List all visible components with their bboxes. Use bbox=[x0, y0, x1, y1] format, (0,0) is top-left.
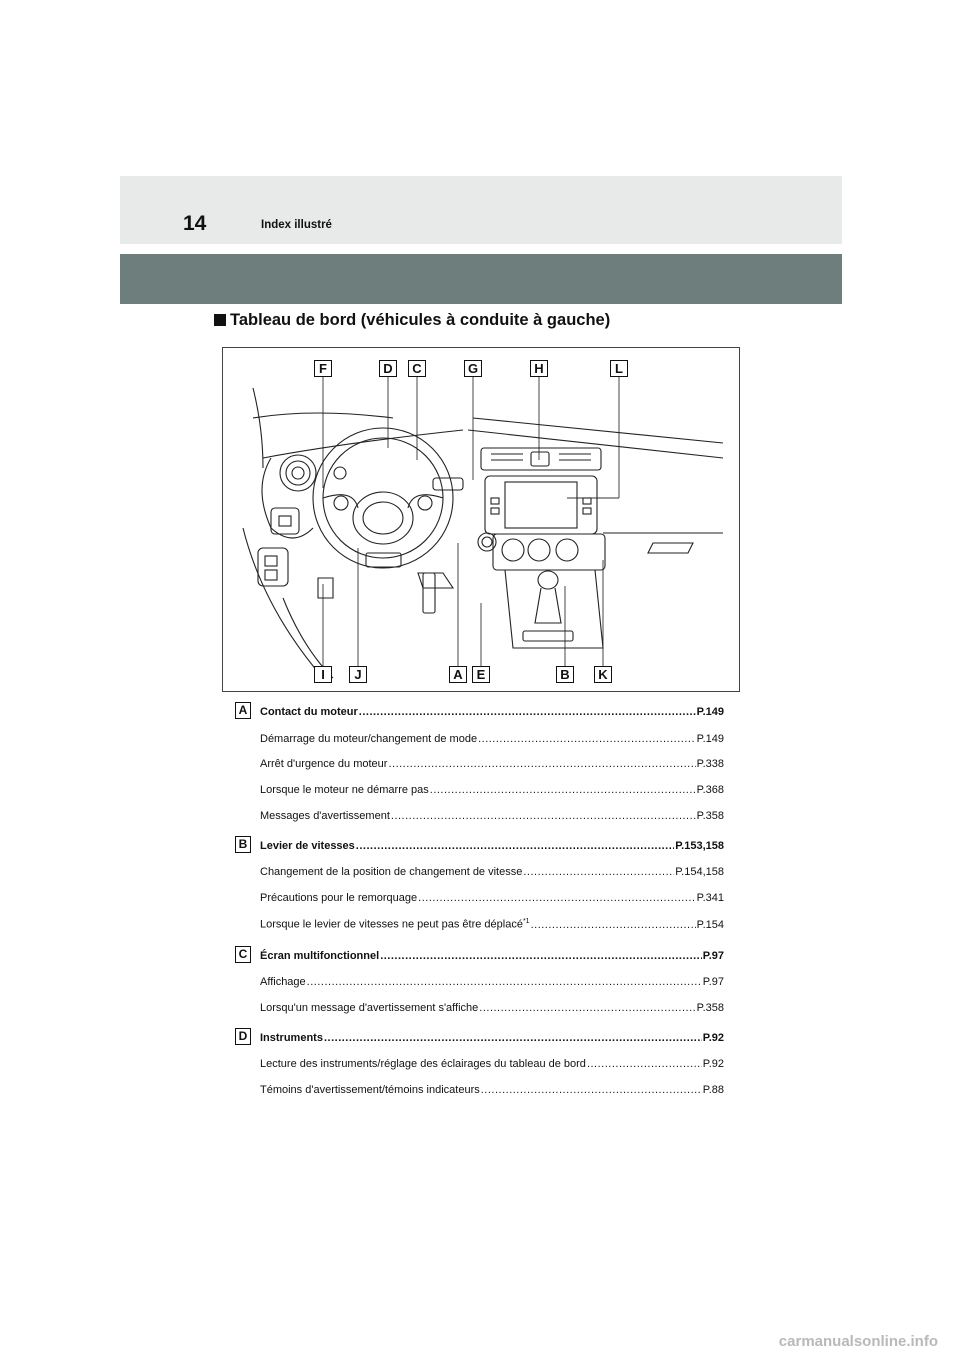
entry-text: Arrêt d'urgence du moteur bbox=[260, 758, 388, 770]
callout-F: F bbox=[314, 360, 332, 377]
section-title-text: Tableau de bord (véhicules à conduite à gauche) bbox=[230, 311, 611, 329]
group-letter-tab: A bbox=[235, 702, 251, 719]
group-letter-tab: C bbox=[235, 946, 251, 963]
entry-text bbox=[260, 918, 530, 931]
entry-text: Lorsqu'un message d'avertissement s'affiche bbox=[260, 1002, 479, 1014]
entry-page-link[interactable]: P.368 bbox=[696, 784, 724, 796]
leader-dots bbox=[380, 950, 702, 962]
entry-page-link[interactable]: P.149 bbox=[696, 706, 724, 718]
entry-text: Contact du moteur bbox=[260, 706, 358, 718]
leader-dots bbox=[324, 1032, 702, 1044]
leader-dots bbox=[388, 758, 695, 770]
entry-page-link[interactable]: P.154 bbox=[696, 918, 724, 931]
callout-H: H bbox=[530, 360, 548, 377]
leader-dots bbox=[478, 733, 696, 745]
callout-L: L bbox=[610, 360, 628, 377]
page-number: 14 bbox=[183, 212, 207, 235]
index-entry-sub bbox=[260, 810, 724, 822]
leader-dots bbox=[430, 784, 696, 796]
entry-page-link[interactable]: P.338 bbox=[696, 758, 724, 770]
group-letter-tab: D bbox=[235, 1028, 251, 1045]
callout-E: E bbox=[472, 666, 490, 683]
header-title: Index illustré bbox=[261, 219, 332, 231]
leader-dots bbox=[479, 1002, 695, 1014]
entry-page-link[interactable]: P.358 bbox=[696, 810, 724, 822]
callout-K: K bbox=[594, 666, 612, 683]
dashboard-illustration bbox=[222, 347, 740, 692]
entry-text: Précautions pour le remorquage bbox=[260, 892, 418, 904]
leader-dots bbox=[531, 919, 696, 931]
entry-page-link[interactable]: P.341 bbox=[696, 892, 724, 904]
dashboard-drawing bbox=[223, 348, 739, 691]
entry-page-link[interactable]: P.154,158 bbox=[675, 866, 724, 878]
entry-text: Instruments bbox=[260, 1032, 323, 1044]
entry-text-main: Lorsque le levier de vitesses ne peut pas être déplacé bbox=[260, 918, 523, 931]
leader-dots bbox=[587, 1058, 702, 1070]
leader-dots bbox=[359, 706, 696, 718]
entry-page-link[interactable]: P.88 bbox=[702, 1084, 724, 1096]
index-entry-main bbox=[260, 840, 724, 852]
footnote-marker: *1 bbox=[522, 918, 530, 925]
callout-C: C bbox=[408, 360, 426, 377]
group-letter-tab: B bbox=[235, 836, 251, 853]
index-entry-sub bbox=[260, 1058, 724, 1070]
entry-page-link[interactable]: P.92 bbox=[702, 1058, 724, 1070]
index-entry-sub bbox=[260, 918, 724, 931]
leader-dots bbox=[307, 976, 702, 988]
entry-page-link[interactable]: P.358 bbox=[696, 1002, 724, 1014]
index-entry-sub bbox=[260, 866, 724, 878]
entry-page-link[interactable]: P.97 bbox=[702, 976, 724, 988]
chapter-band bbox=[120, 254, 842, 304]
callout-J: J bbox=[349, 666, 367, 683]
leader-dots bbox=[391, 810, 696, 822]
index-entry-sub bbox=[260, 976, 724, 988]
entry-text: Démarrage du moteur/changement de mode bbox=[260, 733, 478, 745]
index-entry-sub bbox=[260, 1084, 724, 1096]
leader-dots bbox=[523, 866, 674, 878]
callout-A: A bbox=[449, 666, 467, 683]
square-bullet-icon bbox=[214, 314, 226, 326]
callout-B: B bbox=[556, 666, 574, 683]
index-entry-sub bbox=[260, 784, 724, 796]
callout-G: G bbox=[464, 360, 482, 377]
index-entry-main bbox=[260, 1032, 724, 1044]
entry-text: Lorsque le moteur ne démarre pas bbox=[260, 784, 429, 796]
entry-page-link[interactable]: P.92 bbox=[702, 1032, 724, 1044]
header-band bbox=[120, 176, 842, 244]
entry-page-link[interactable]: P.153,158 bbox=[675, 840, 724, 852]
entry-text: Levier de vitesses bbox=[260, 840, 355, 852]
section-title bbox=[214, 311, 610, 330]
callout-I: I bbox=[314, 666, 332, 683]
entry-text: Messages d'avertissement bbox=[260, 810, 390, 822]
index-entry-main bbox=[260, 950, 724, 962]
index-entry-sub bbox=[260, 1002, 724, 1014]
entry-text: Témoins d'avertissement/témoins indicateurs bbox=[260, 1084, 480, 1096]
index-entry-sub bbox=[260, 758, 724, 770]
leader-dots bbox=[481, 1084, 702, 1096]
entry-page-link[interactable]: P.97 bbox=[702, 950, 724, 962]
leader-dots bbox=[418, 892, 696, 904]
entry-page-link[interactable]: P.149 bbox=[696, 733, 724, 745]
watermark: carmanualsonline.info bbox=[778, 1333, 938, 1350]
entry-text: Écran multifonctionnel bbox=[260, 950, 380, 962]
entry-text: Affichage bbox=[260, 976, 306, 988]
callout-D: D bbox=[379, 360, 397, 377]
leader-dots bbox=[356, 840, 674, 852]
index-entry-main bbox=[260, 706, 724, 718]
entry-text: Lecture des instruments/réglage des éclairages du tableau de bord bbox=[260, 1058, 586, 1070]
entry-text: Changement de la position de changement de vitesse bbox=[260, 866, 523, 878]
index-entry-sub bbox=[260, 892, 724, 904]
index-entry-sub bbox=[260, 733, 724, 745]
